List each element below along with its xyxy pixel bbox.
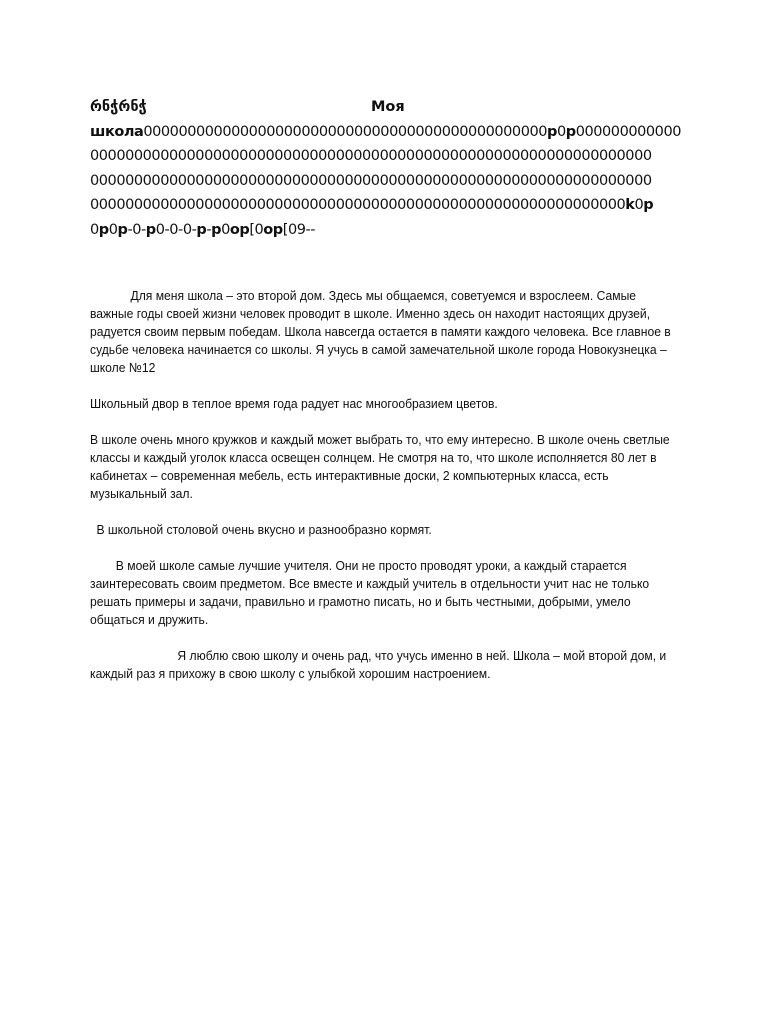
header-title-word: Моя [371,99,405,115]
essay-body [90,287,671,701]
essay-paragraph: Для меня школа – это второй дом. Здесь мы общаемся, советуемся и взрослеем. Самые важные годы своей жизни человек проводит в школе. Именно здесь он находит настоящих друзей, радуется своим первым победам. Школа навсегда остается в памяти каждого человека. Все главное в судьбе человека начинается со школы. Я учусь в самой замечательной школе города Новокузнецка – школе №12 [90,288,671,375]
header-line-6 [90,218,680,243]
header-line-6-fragment: [0 [249,221,264,238]
header-line-6-fragment: р [211,221,222,238]
header-glyph-word: რნჭრნჭ [90,99,147,115]
header-line-6-fragment: 0 [108,221,118,238]
essay-paragraph: В школе очень много кружков и каждый может выбрать то, что ему интересно. В школе очень светлые классы и каждый уголок класса освещен солнцем. Не смотря на то, что школе исполняется 80 лет в кабинетах – современная мебель, есть интерактивные доски, 2 компьютерных класса, есть музыкальный зал. [90,432,670,501]
essay-paragraph: В школьной столовой очень вкусно и разнообразно кормят. [96,522,432,537]
header-line-6-fragment: ор [229,221,250,238]
header-line-2 [90,120,680,145]
header-line-5 [90,193,680,218]
header-letter: р [547,123,557,140]
header-line-6-fragment: [09-- [282,221,316,238]
header-line-6-fragment: 0-0-0- [155,221,197,238]
header-title-row [90,95,680,120]
header-line-6-fragment: 0 [221,221,230,238]
header-line-6-fragment: ор [263,221,283,238]
header-line-6-fragment: р [196,221,207,238]
essay-paragraph: Школьный двор в теплое время года радует нас многообразием цветов. [90,396,498,411]
essay-paragraph: Я люблю свою школу и очень рад, что учусь именно в ней. Школа – мой второй дом, и каждый раз я прихожу в свою школу с улыбкой хорошим настроением. [90,648,667,681]
header-line-6-fragment: -0- [127,221,146,238]
header-letter: р [565,123,576,140]
header-zeros: 0000000000000000000000000000000000000000000000000000000000000 [90,197,626,213]
document-header [90,95,680,242]
header-line-4: 0000000000000000000000000000000000000000000000000000000000000000 [90,172,652,189]
header-line-6-fragment: 0 [90,221,99,238]
header-letter: р [643,197,654,213]
header-line-6-fragment: р [145,221,156,238]
header-line-3: 0000000000000000000000000000000000000000000000000000000000000000 [90,148,652,164]
header-line-6-fragment: - [206,221,212,238]
header-school-word: школа [90,123,144,140]
essay-paragraph: В моей школе самые лучшие учителя. Они не просто проводят уроки, а каждый старается заинтересовать своим предметом. Все вместе и каждый учитель в отдельности учит нас не только решать примеры и задачи, правильно и грамотно писать, но и быть честными, добрыми, умело общаться и дружить. [90,558,650,627]
header-zeros: 0000000000000000000000000000000000000000000000 [143,123,548,140]
header-zero: 0 [634,197,644,213]
header-zeros: 000000000000 [575,123,681,140]
header-line-6-fragment: р [117,221,128,238]
header-letter: k [625,197,635,213]
header-zero: 0 [556,123,566,140]
header-line-6-fragment: р [98,221,109,238]
